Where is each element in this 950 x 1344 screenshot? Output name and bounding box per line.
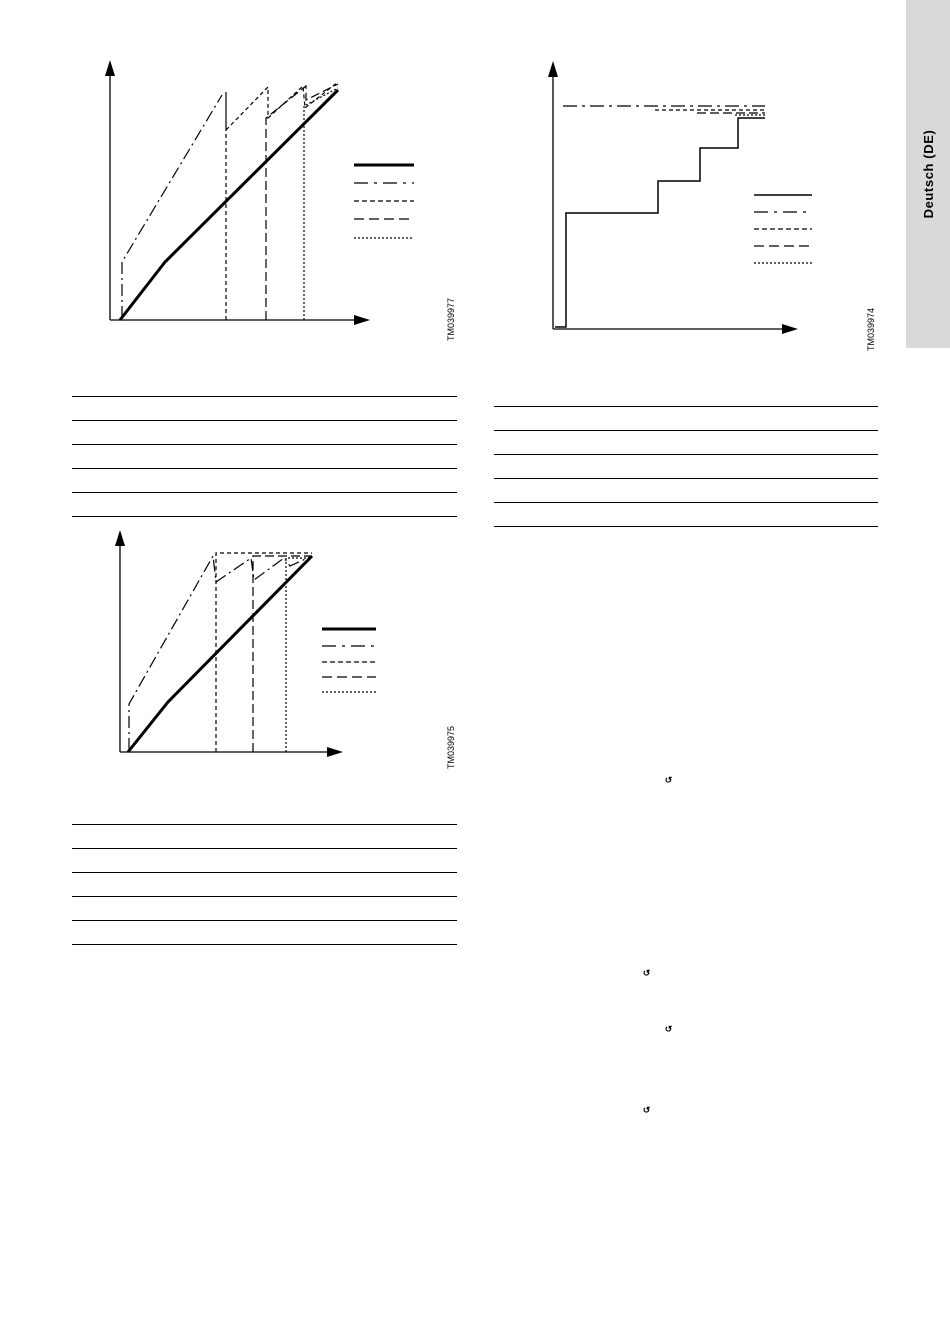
chart-2-series-dotted [286, 558, 312, 752]
table-3-row [494, 503, 878, 527]
table-1 [72, 396, 457, 517]
table-2-row [72, 921, 457, 945]
table-3 [494, 406, 878, 527]
table-3-row [494, 431, 878, 455]
return-arrow-icon: ↺ [664, 1024, 673, 1034]
chart-3-x-arrow [782, 324, 798, 334]
table-3-row [494, 406, 878, 431]
chart-2-x-arrow [327, 747, 343, 757]
return-arrow-icon: ↺ [642, 968, 651, 978]
table-2 [72, 824, 457, 945]
chart-2-series-dash-short [216, 553, 312, 752]
chart-3-series-solid [555, 118, 765, 327]
table-2-row [72, 873, 457, 897]
chart-2-svg [0, 520, 460, 770]
chart-3 [0, 0, 880, 350]
table-1-row [72, 469, 457, 493]
language-tab-label: Deutsch (DE) [920, 129, 936, 219]
table-3-row [494, 455, 878, 479]
return-arrow-icon: ↺ [664, 775, 673, 785]
figure-2-code: TM039975 [446, 725, 456, 769]
table-2-row [72, 849, 457, 873]
figure-1-code: TM039977 [446, 297, 456, 341]
figure-3-code: TM039974 [866, 307, 876, 351]
chart-2-series-solid [128, 556, 312, 752]
return-arrow-icon: ↺ [642, 1105, 651, 1115]
table-1-row [72, 493, 457, 517]
chart-2 [0, 520, 460, 770]
chart-3-y-arrow [548, 61, 558, 77]
language-tab [906, 0, 950, 348]
table-1-row [72, 445, 457, 469]
table-3-row [494, 479, 878, 503]
table-2-row [72, 824, 457, 849]
table-2-row [72, 897, 457, 921]
chart-3-svg [0, 0, 880, 350]
table-1-row [72, 396, 457, 421]
table-1-row [72, 421, 457, 445]
chart-2-y-arrow [115, 530, 125, 546]
